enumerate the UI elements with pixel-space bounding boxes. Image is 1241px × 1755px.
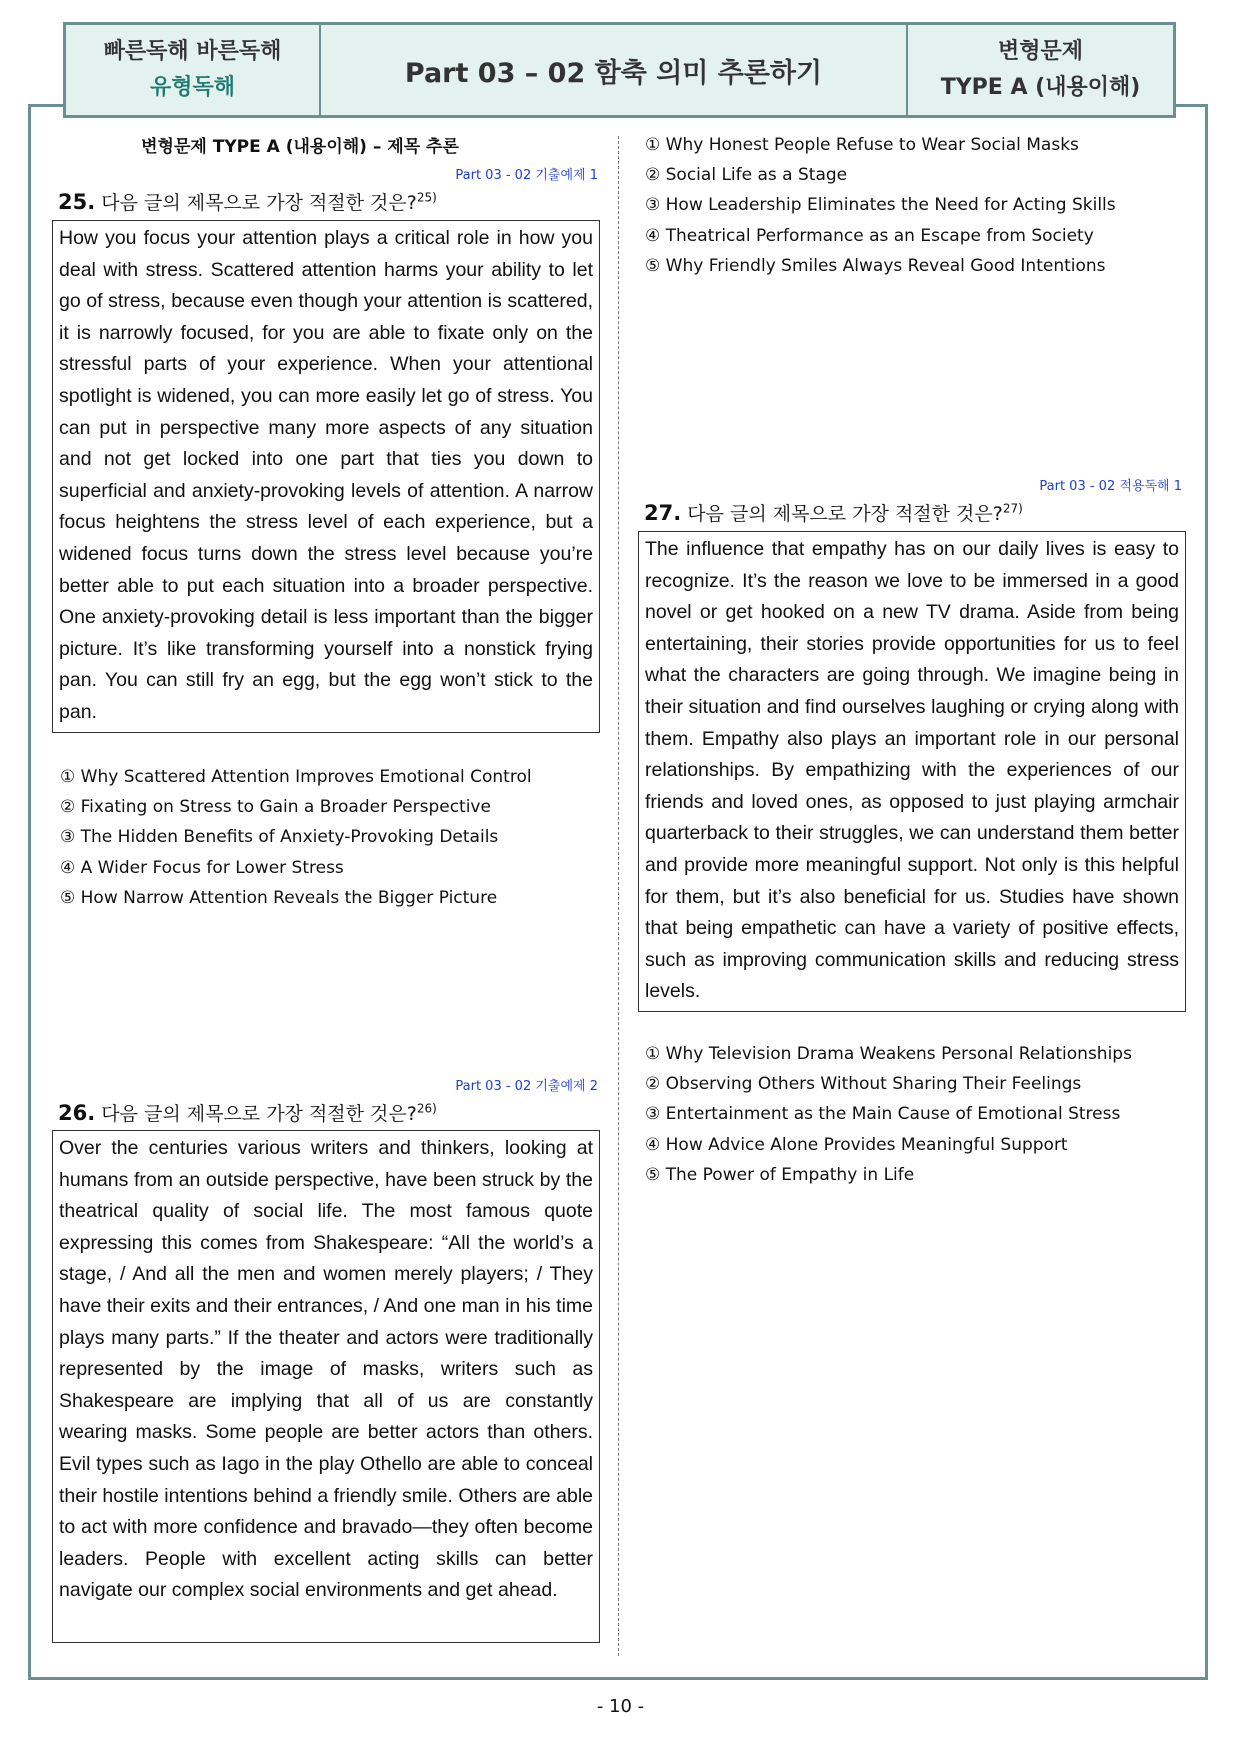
question-text: 다음 글의 제목으로 가장 적절한 것은? [101,1103,417,1125]
footnote-mark: 27) [1002,501,1023,516]
choice-3[interactable]: ③ How Leadership Eliminates the Need for Acting Skills [645,195,1116,216]
header-chapter [321,25,908,115]
passage-box: The influence that empathy has on our daily lives is easy to recognize. It’s the reason we love to be immersed in a good novel or get hooked on a new TV drama. Aside from being entertaining, their stories provide opportunities for us to feel what the characters are going through. We imagine being in their situation and find ourselves laughing or crying along with them. Empathy also plays an important role in our personal relationships. By empathizing with the experiences of our friends and loved ones, as opposed to just playing armchair quarterback to their struggles, we can understand them better and provide more meaningful support. Not only is this helpful for them, but it’s also beneficial for us. Studies have shown that being empathetic can have a variety of positive effects, such as improving communication skills and reducing stress levels. [638,531,1186,1012]
question-prompt [58,188,437,215]
question-source: Part 03 - 02 기출예제 2 [455,1079,598,1094]
choice-1[interactable]: ① Why Scattered Attention Improves Emotional Control [60,767,532,787]
choice-4[interactable]: ④ How Advice Alone Provides Meaningful Support [645,1134,1068,1155]
question-source: Part 03 - 02 기출예제 1 [455,168,598,183]
answer-choices [645,1039,1132,1190]
choice-4[interactable]: ④ Theatrical Performance as an Escape from Society [645,225,1094,246]
question-text: 다음 글의 제목으로 가장 적절한 것은? [101,192,417,214]
question-prompt [644,499,1023,526]
choice-1[interactable]: ① Why Television Drama Weakens Personal Relationships [645,1044,1132,1064]
choice-5[interactable]: ⑤ Why Friendly Smiles Always Reveal Good Intentions [645,255,1106,276]
footnote-mark: 25) [416,190,437,205]
passage-box: Over the centuries various writers and thinkers, looking at humans from an outside perspective, have been struck by the theatrical quality of social life. The most famous quote expressing this comes from Shakespeare: “All the world’s a stage, / And all the men and women merely players; / They have their exits and their entrances, / And one man in his time plays many parts.” If the theater and actors were traditionally represented by the image of masks, writers such as Shakespeare are implying that all of us are constantly wearing masks. Some people are better actors than others. Evil types such as Iago in the play Othello are able to conceal their hostile intentions behind a friendly smile. Others are able to act with more confidence and bravado—they often become leaders. People with excellent acting skills can better navigate our complex social environments and get ahead. [52,1130,600,1643]
type-label: 변형문제 [997,39,1083,64]
book-title: 빠른독해 바른독해 [103,39,282,64]
question-text: 다음 글의 제목으로 가장 적절한 것은? [687,503,1003,525]
choice-4[interactable]: ④ A Wider Focus for Lower Stress [60,857,344,878]
header-type [908,25,1173,115]
column-divider [618,136,619,1656]
frame-top-right-edge [1175,104,1208,107]
answer-choices [60,762,532,913]
type-name: TYPE A (내용이해) [940,75,1141,100]
question-prompt [58,1099,437,1126]
chapter-title: Part 03 – 02 함축 의미 추론하기 [404,57,823,89]
question-number: 25. [58,190,96,214]
footnote-mark: 26) [416,1101,437,1116]
page-header [63,22,1176,118]
choice-2[interactable]: ② Social Life as a Stage [645,165,848,186]
book-subtitle: 유형독해 [149,75,235,100]
question-number: 27. [644,501,682,525]
choice-3[interactable]: ③ The Hidden Benefits of Anxiety-Provoking Details [60,827,499,848]
question-number: 26. [58,1101,96,1125]
header-book-title [66,25,321,115]
choice-5[interactable]: ⑤ The Power of Empathy in Life [645,1164,915,1185]
section-heading: 변형문제 TYPE A (내용이해) – 제목 추론 [141,137,459,157]
passage-box: How you focus your attention plays a critical role in how you deal with stress. Scattered attention harms your ability to let go of stress, because even though your attention is scattered, it is narrowly focused, for you are able to fixate only on the stressful parts of your experience. When your attentional spotlight is widened, you can more easily let go of stress. You can put in perspective many more aspects of any situation and not get locked into one part that ties you down to superficial and anxiety-provoking levels of attention. A narrow focus heightens the stress level of each experience, but a widened focus turns down the stress level because you’re better able to put each situation into a broader perspective. One anxiety-provoking detail is less important than the bigger picture. It’s like transforming yourself into a nonstick frying pan. You can still fry an egg, but the egg won’t stick to the pan. [52,220,600,733]
choice-3[interactable]: ③ Entertainment as the Main Cause of Emotional Stress [645,1104,1121,1125]
choice-2[interactable]: ② Fixating on Stress to Gain a Broader Perspective [60,797,491,818]
page-number: - 10 - [596,1696,645,1717]
frame-top-left-edge [28,104,66,107]
question-source: Part 03 - 02 적용독해 1 [1039,479,1182,494]
choice-5[interactable]: ⑤ How Narrow Attention Reveals the Bigger Picture [60,887,498,908]
answer-choices [645,130,1116,281]
choice-1[interactable]: ① Why Honest People Refuse to Wear Social Masks [645,135,1079,155]
choice-2[interactable]: ② Observing Others Without Sharing Their Feelings [645,1074,1082,1095]
